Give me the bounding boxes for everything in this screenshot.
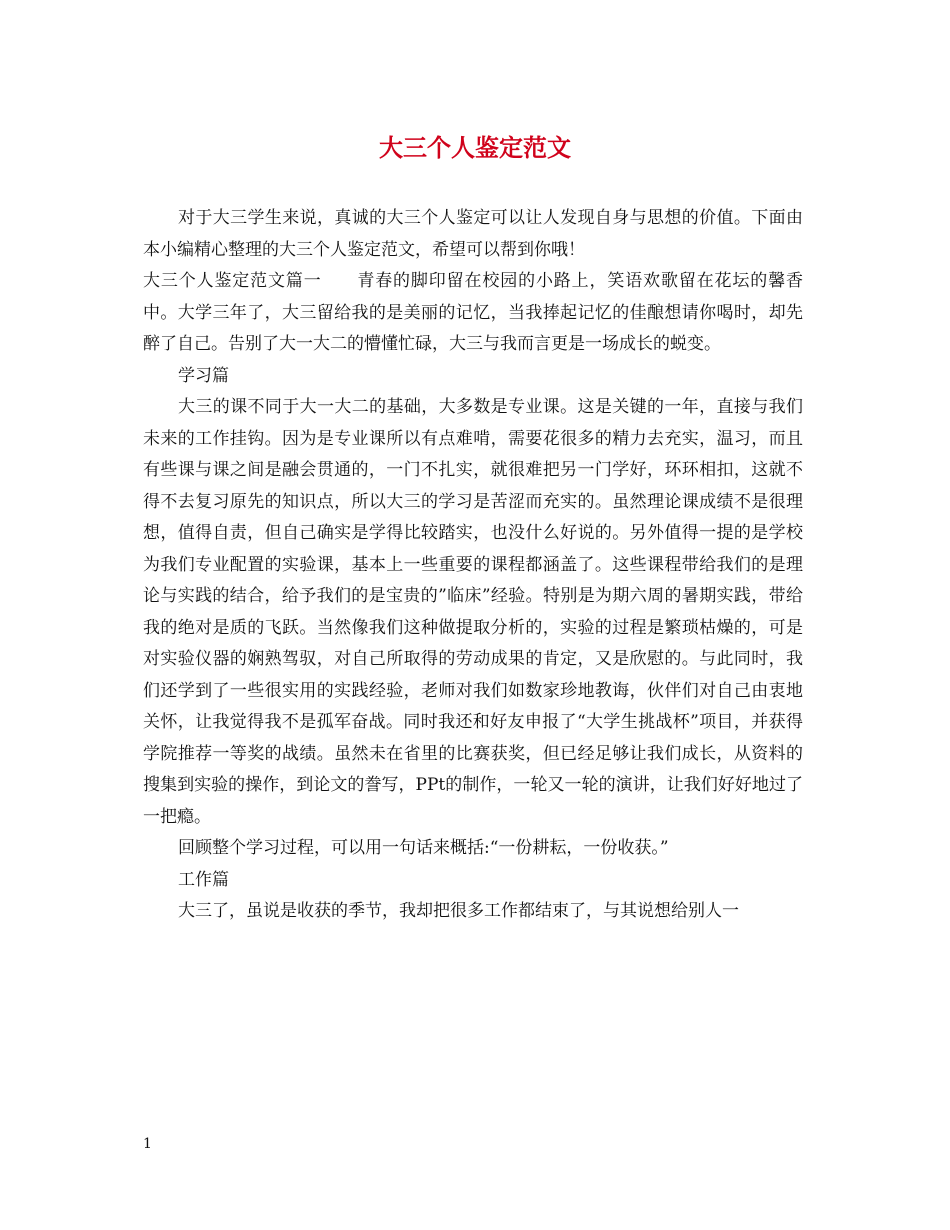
paragraph-study-summary: 回顾整个学习过程，可以用一句话来概括:“一份耕耘，一份收获。” xyxy=(178,838,669,858)
paragraph-intro: 对于大三学生来说，真诚的大三个人鉴定可以让人发现自身与思想的价值。下面由本小编精心整理的大三个人鉴定范文，希望可以帮到你哦！ xyxy=(143,208,803,260)
document-title: 大三个人鉴定范文 xyxy=(379,133,571,162)
section-heading-work: 工作篇 xyxy=(178,869,229,890)
page-number: 1 xyxy=(143,1136,152,1152)
paragraph-essay-one: 大三个人鉴定范文篇一 青春的脚印留在校园的小路上，笑语欢歌留在花坛的馨香中。大学三年了，大三留给我的是美丽的记忆，当我捧起记忆的佳酿想请你喝时，却先醉了自己。告别了大一大二的懵懂忙碌，大三与我而言更是一场成长的蜕变。 xyxy=(143,271,803,354)
document-body xyxy=(143,203,803,928)
paragraph-study: 大三的课不同于大一大二的基础，大多数是专业课。这是关键的一年，直接与我们未来的工作挂钩。因为是专业课所以有点难啃，需要花很多的精力去充实，温习，而且有些课与课之间是融会贯通的，一门不扎实，就很难把另一门学好，环环相扣，这就不得不去复习原先的知识点，所以大三的学习是苦涩而充实的。虽然理论课成绩不是很理想，值得自责，但自己确实是学得比较踏实，也没什么好说的。另外值得一提的是学校为我们专业配置的实验课，基本上一些重要的课程都涵盖了。这些课程带给我们的是理论与实践的结合，给予我们的是宝贵的”临床”经验。特别是为期六周的暑期实践，带给我的绝对是质的飞跃。当然像我们这种做提取分析的，实验的过程是繁琐枯燥的，可是对实验仪器的娴熟驾驭，对自己所取得的劳动成果的肯定，又是欣慰的。与此同时，我们还学到了一些很实用的实践经验，老师对我们如数家珍地教诲，伙伴们对自己由衷地关怀，让我觉得我不是孤军奋战。同时我还和好友申报了“大学生挑战杯”项目，并获得学院推荐一等奖的战绩。虽然未在省里的比赛获奖，但已经足够让我们成长，从资料的搜集到实验的操作，到论文的誊写，PPt的制作，一轮又一轮的演讲，让我们好好地过了一把瘾。 xyxy=(143,397,803,827)
paragraph-work: 大三了，虽说是收获的季节，我却把很多工作都结束了，与其说想给别人一 xyxy=(178,901,739,921)
section-heading-study: 学习篇 xyxy=(178,365,229,386)
